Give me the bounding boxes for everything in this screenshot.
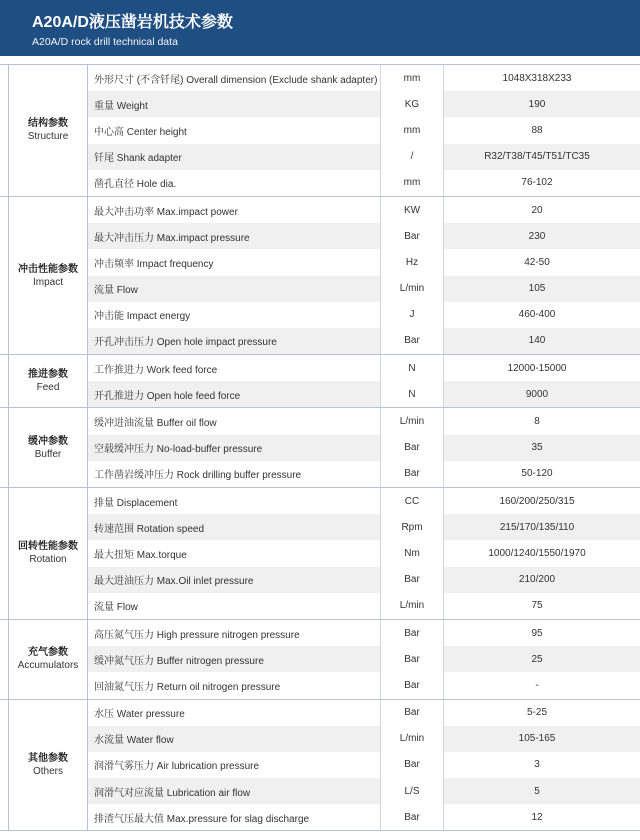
category-name-en: Impact xyxy=(32,276,63,288)
parameter-name: 润滑气对应流量 Lubrication air flow xyxy=(94,787,251,799)
category-name-zh: 缓冲参数 xyxy=(28,435,68,447)
parameter-name: 重量 Weight xyxy=(94,100,148,112)
value-cell: 230 xyxy=(528,230,546,242)
table-row xyxy=(88,355,640,381)
unit-cell: CC xyxy=(380,488,444,514)
value-cell: 9000 xyxy=(525,388,549,400)
table-row xyxy=(88,804,640,830)
category-cell xyxy=(8,700,88,831)
parameter-name: 工作推进力 Work feed force xyxy=(94,364,218,376)
parameter-name: 开孔推进力 Open hole feed force xyxy=(94,390,241,402)
page-subtitle: A20A/D rock drill technical data xyxy=(32,36,178,48)
value-cell: 76-102 xyxy=(521,177,553,189)
table-row xyxy=(88,144,640,170)
category-cell xyxy=(8,408,88,487)
table-row xyxy=(88,593,640,619)
unit-cell: Bar xyxy=(380,328,444,354)
table-row xyxy=(88,276,640,302)
table-row xyxy=(88,514,640,540)
category-name-zh: 充气参数 xyxy=(28,647,68,659)
value-cell: 5 xyxy=(534,785,540,797)
value-cell: 1000/1240/1550/1970 xyxy=(488,547,586,559)
category-name-en: Others xyxy=(32,765,63,777)
page-title: A20A/D液压凿岩机技术参数 xyxy=(32,14,233,31)
group-rows xyxy=(88,700,640,831)
unit-cell: Nm xyxy=(380,540,444,566)
unit-cell: KW xyxy=(380,197,444,223)
value-cell: 215/170/135/110 xyxy=(499,521,575,533)
unit-cell: Bar xyxy=(380,461,444,487)
parameter-name: 冲击能 Impact energy xyxy=(94,311,191,323)
table-row xyxy=(88,91,640,117)
unit-cell: Bar xyxy=(380,435,444,461)
value-cell: 160/200/250/315 xyxy=(499,495,575,507)
value-cell: - xyxy=(535,679,539,691)
category-cell xyxy=(8,65,88,196)
unit-cell: J xyxy=(380,302,444,328)
table-row xyxy=(88,408,640,434)
spec-table xyxy=(0,64,640,831)
unit-cell: mm xyxy=(380,170,444,196)
category-name-en: Structure xyxy=(27,131,69,143)
table-row xyxy=(88,223,640,249)
table-row xyxy=(88,752,640,778)
spec-group xyxy=(0,488,640,620)
parameter-name: 排量 Displacement xyxy=(94,497,178,509)
value-cell: 3 xyxy=(534,759,540,771)
group-rows xyxy=(88,408,640,487)
parameter-name: 缓冲氮气压力 Buffer nitrogen pressure xyxy=(94,655,264,667)
parameter-name: 最大冲击压力 Max.impact pressure xyxy=(94,232,250,244)
unit-cell: Bar xyxy=(380,646,444,672)
table-row xyxy=(88,540,640,566)
parameter-name: 开孔冲击压力 Open hole impact pressure xyxy=(94,337,277,349)
value-cell: 1048X318X233 xyxy=(502,72,572,84)
table-row xyxy=(88,302,640,328)
spec-group xyxy=(0,700,640,832)
unit-cell: Bar xyxy=(380,567,444,593)
group-rows xyxy=(88,65,640,196)
table-row xyxy=(88,646,640,672)
value-cell: 88 xyxy=(531,124,543,136)
value-cell: 190 xyxy=(528,98,546,110)
value-cell: 5-25 xyxy=(526,707,547,719)
value-cell: 35 xyxy=(531,442,543,454)
group-rows xyxy=(88,620,640,699)
unit-cell: mm xyxy=(380,117,444,143)
table-row xyxy=(88,117,640,143)
table-row xyxy=(88,435,640,461)
spec-group xyxy=(0,64,640,197)
parameter-name: 凿孔直径 Hole dia. xyxy=(94,179,177,191)
parameter-name: 中心高 Center height xyxy=(94,126,187,138)
group-rows xyxy=(88,355,640,407)
unit-cell: / xyxy=(380,144,444,170)
parameter-name: 高压氮气压力 High pressure nitrogen pressure xyxy=(94,629,300,641)
category-cell xyxy=(8,197,88,354)
category-cell xyxy=(8,488,88,619)
value-cell: 12 xyxy=(531,811,543,823)
unit-cell: Bar xyxy=(380,620,444,646)
value-cell: 12000-15000 xyxy=(507,362,567,374)
spec-group xyxy=(0,408,640,488)
parameter-name: 水流量 Water flow xyxy=(94,735,174,747)
table-row xyxy=(88,778,640,804)
category-name-zh: 推进参数 xyxy=(28,369,68,381)
value-cell: R32/T38/T45/T51/TC35 xyxy=(484,151,590,163)
table-row xyxy=(88,328,640,354)
value-cell: 140 xyxy=(528,335,546,347)
unit-cell: Bar xyxy=(380,223,444,249)
parameter-name: 回油氮气压力 Return oil nitrogen pressure xyxy=(94,681,281,693)
category-name-zh: 回转性能参数 xyxy=(18,541,78,553)
unit-cell: Bar xyxy=(380,752,444,778)
category-name-zh: 冲击性能参数 xyxy=(18,263,78,275)
value-cell: 50-120 xyxy=(521,468,553,480)
parameter-name: 最大进油压力 Max.Oil inlet pressure xyxy=(94,576,254,588)
parameter-name: 转速范围 Rotation speed xyxy=(94,523,205,535)
category-name-zh: 其他参数 xyxy=(28,752,68,764)
category-name-en: Accumulators xyxy=(17,660,79,672)
unit-cell: Bar xyxy=(380,700,444,726)
value-cell: 105 xyxy=(528,283,546,295)
category-name-en: Rotation xyxy=(29,554,67,566)
table-row xyxy=(88,726,640,752)
table-row xyxy=(88,488,640,514)
parameter-name: 空载缓冲压力 No-load-buffer pressure xyxy=(94,444,263,456)
value-cell: 25 xyxy=(531,653,543,665)
parameter-name: 最大扭矩 Max.torque xyxy=(94,549,187,561)
unit-cell: Bar xyxy=(380,804,444,830)
value-cell: 42-50 xyxy=(524,256,550,268)
unit-cell: N xyxy=(380,355,444,381)
table-row xyxy=(88,249,640,275)
unit-cell: Bar xyxy=(380,672,444,698)
value-cell: 20 xyxy=(531,204,543,216)
parameter-name: 流量 Flow xyxy=(94,285,138,297)
unit-cell: L/min xyxy=(380,408,444,434)
value-cell: 75 xyxy=(531,600,543,612)
category-name-en: Buffer xyxy=(34,448,62,460)
header-banner xyxy=(0,0,640,56)
unit-cell: L/min xyxy=(380,593,444,619)
table-row xyxy=(88,65,640,91)
parameter-name: 冲击频率 Impact frequency xyxy=(94,258,214,270)
parameter-name: 钎尾 Shank adapter xyxy=(94,153,182,165)
table-row xyxy=(88,672,640,698)
parameter-name: 外形尺寸 (不含钎尾) Overall dimension (Exclude shank adapter) xyxy=(94,74,378,86)
unit-cell: mm xyxy=(380,65,444,91)
unit-cell: N xyxy=(380,381,444,407)
unit-cell: L/S xyxy=(380,778,444,804)
group-rows xyxy=(88,488,640,619)
unit-cell: Hz xyxy=(380,249,444,275)
value-cell: 8 xyxy=(534,416,540,428)
parameter-name: 流量 Flow xyxy=(94,602,138,614)
spec-group xyxy=(0,355,640,408)
unit-cell: KG xyxy=(380,91,444,117)
unit-cell: L/min xyxy=(380,726,444,752)
table-row xyxy=(88,620,640,646)
value-cell: 210/200 xyxy=(518,574,556,586)
parameter-name: 工作凿岩缓冲压力 Rock drilling buffer pressure xyxy=(94,470,302,482)
category-name-en: Feed xyxy=(36,382,60,394)
table-row xyxy=(88,197,640,223)
value-cell: 95 xyxy=(531,627,543,639)
table-row xyxy=(88,567,640,593)
table-row xyxy=(88,700,640,726)
category-cell xyxy=(8,620,88,699)
category-name-zh: 结构参数 xyxy=(28,118,68,130)
unit-cell: Rpm xyxy=(380,514,444,540)
parameter-name: 排渣气压最大值 Max.pressure for slag discharge xyxy=(94,813,310,825)
table-row xyxy=(88,170,640,196)
value-cell: 105-165 xyxy=(518,733,556,745)
value-cell: 460-400 xyxy=(518,309,556,321)
category-cell xyxy=(8,355,88,407)
table-row xyxy=(88,381,640,407)
parameter-name: 水压 Water pressure xyxy=(94,709,185,721)
parameter-name: 缓冲进油流量 Buffer oil flow xyxy=(94,418,217,430)
spec-group xyxy=(0,197,640,355)
parameter-name: 润滑气雾压力 Air lubrication pressure xyxy=(94,761,260,773)
table-row xyxy=(88,461,640,487)
spec-group xyxy=(0,620,640,700)
group-rows xyxy=(88,197,640,354)
parameter-name: 最大冲击功率 Max.impact power xyxy=(94,206,238,218)
unit-cell: L/min xyxy=(380,276,444,302)
